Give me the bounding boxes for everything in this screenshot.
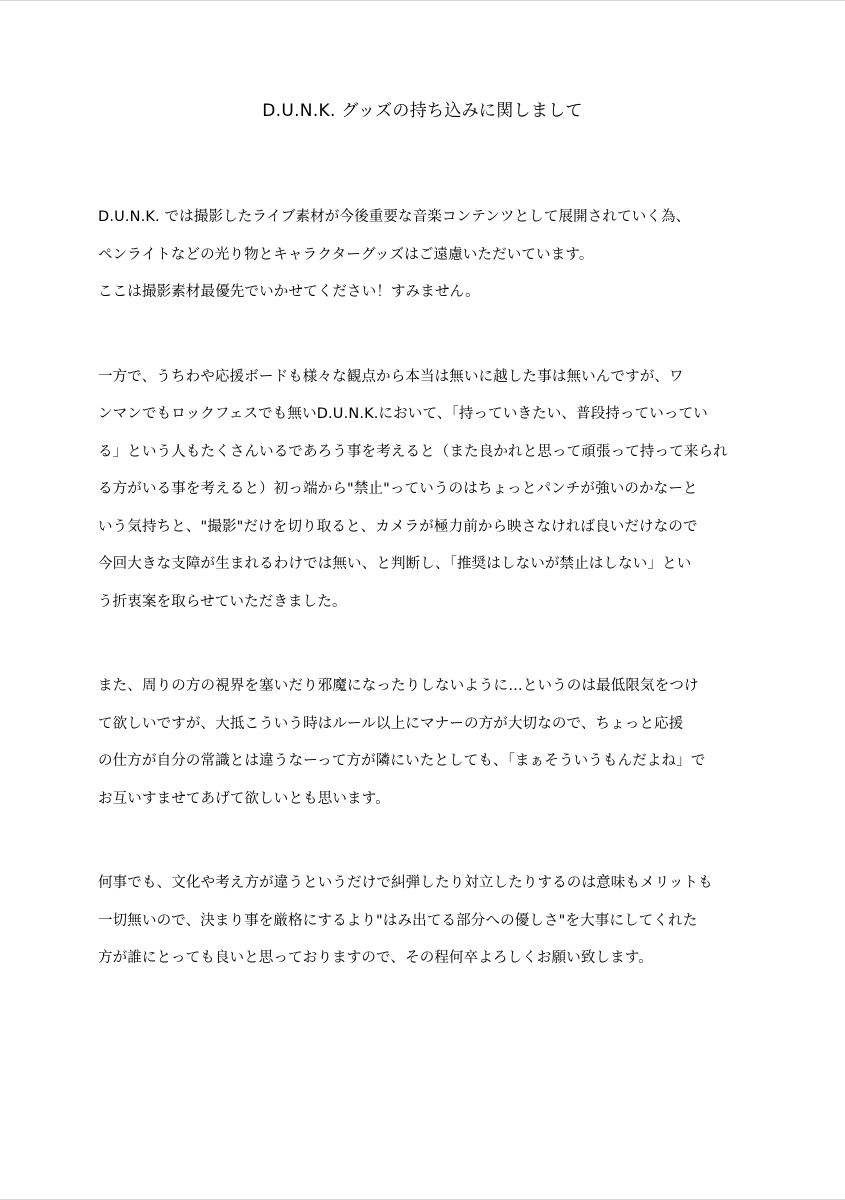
text-line: 何事でも、文化や考え方が違うというだけで糾弾したり対立したりするのは意味もメリットも — [98, 875, 713, 891]
paragraph-1 — [98, 199, 758, 312]
paragraph-spacer — [98, 818, 758, 865]
paragraph-2 — [98, 359, 758, 622]
text-line: D.U.N.K. では撮影したライブ素材が今後重要な音楽コンテンツとして展開されていく為、 — [98, 209, 691, 225]
text-line: ンマンでもロックフェスでも無いD.U.N.K.において、「持っていきたい、普段持っていってい — [98, 406, 708, 422]
text-line: お互いすませてあげて欲しいとも思います。 — [98, 790, 390, 807]
text-line: て欲しいですが、大抵こういう時はルール以上にマナーの方が大切なので、ちょっと応援 — [98, 715, 684, 732]
document-title: D.U.N.K. グッズの持ち込みに関しまして — [262, 101, 583, 121]
paragraph-4 — [98, 865, 758, 978]
text-line: る」という人もたくさんいるであろう事を考えると（また良かれと思って頑張って持って来られ — [98, 443, 728, 460]
paragraph-3 — [98, 668, 758, 818]
text-line: ペンライトなどの光り物とキャラクターグッズはご遠慮いただいています。 — [98, 246, 594, 263]
text-line: 一切無いので、決まり事を厳格にするより"はみ出てる部分への優しさ"を大事にしてくれた — [98, 912, 698, 929]
text-line: う折衷案を取らせていただきました。 — [98, 593, 347, 610]
document-body — [98, 199, 758, 978]
text-line: いう気持ちと、"撮影"だけを切り取ると、カメラが極力前から映さなければ良いだけなので — [98, 518, 698, 535]
paragraph-spacer — [98, 312, 758, 359]
text-line: の仕方が自分の常識とは違うなーって方が隣にいたとしても、「まぁそういうもんだよね」で — [98, 753, 706, 769]
text-line: ここは撮影素材最優先でいかせてください！すみません。 — [98, 284, 480, 300]
paragraph-spacer — [98, 621, 758, 668]
text-line: 今回大きな支障が生まれるわけでは無い、と判断し、「推奨はしないが禁止はしない」とい — [98, 556, 692, 572]
text-line: 一方で、うちわや応援ボードも様々な観点から本当は無いに越した事は無いんですが、ワ — [98, 368, 684, 385]
text-line: また、周りの方の視界を塞いだり邪魔になったりしないように…というのは最低限気をつけ — [98, 678, 699, 694]
text-line: 方が誰にとっても良いと思っておりますので、その程何卒よろしくお願い致します。 — [98, 950, 653, 966]
text-line: る方がいる事を考えると）初っ端から"禁止"っていうのはちょっとパンチが強いのかなーと — [98, 481, 698, 497]
